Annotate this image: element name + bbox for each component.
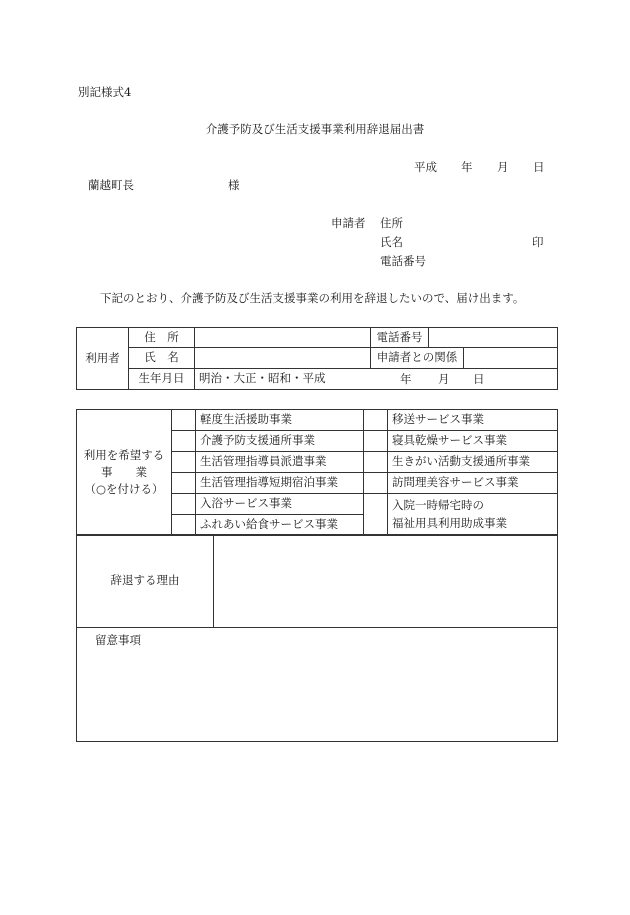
- service-right-5-line1: 入院一時帰宅時の: [392, 497, 484, 512]
- statement-text: 下記のとおり、介護予防及び生活支援事業の利用を辞退したいので、届け出ます。: [100, 291, 525, 305]
- birth-month-label: 月: [438, 371, 450, 386]
- phone-label: 電話番号: [371, 328, 429, 348]
- service-right-5-line2: 福祉用具利用助成事業: [392, 515, 507, 530]
- seal-mark: 印: [532, 235, 544, 249]
- service-right-2: 寝具乾燥サービス事業: [388, 431, 558, 452]
- date-year-label: 年: [461, 160, 473, 174]
- services-label-line1: 利用を希望する: [83, 447, 165, 462]
- date-day-label: 日: [533, 160, 545, 174]
- service-check-right-1[interactable]: [364, 410, 388, 431]
- applicant-phone-label: 電話番号: [380, 254, 426, 268]
- service-left-1: 軽度生活援助事業: [196, 410, 364, 431]
- service-check-right-3[interactable]: [364, 452, 388, 473]
- service-left-3: 生活管理指導員派遣事業: [196, 452, 364, 473]
- birth-year-label: 年: [400, 371, 412, 386]
- service-check-left-5[interactable]: [172, 494, 196, 515]
- applicant-address-label: 住所: [380, 216, 403, 230]
- service-left-4: 生活管理指導短期宿泊事業: [196, 473, 364, 494]
- date-month-label: 月: [497, 160, 509, 174]
- era-options: 明治・大正・昭和・平成: [199, 371, 326, 386]
- service-left-2: 介護予防支援通所事業: [196, 431, 364, 452]
- birth-day-label: 日: [473, 371, 485, 386]
- services-table: [76, 409, 558, 536]
- user-group-label: 利用者: [77, 328, 129, 390]
- notes-area[interactable]: [77, 628, 558, 742]
- service-left-5: 入浴サービス事業: [196, 494, 364, 515]
- reason-label: 辞退する理由: [77, 535, 214, 628]
- addressee-honorific: 様: [228, 178, 240, 192]
- services-label: [77, 410, 172, 536]
- applicant-name-label: 氏名: [380, 235, 403, 249]
- addressee-name: 蘭越町長: [88, 178, 134, 192]
- service-check-right-2[interactable]: [364, 431, 388, 452]
- applicant-label: 申請者: [331, 216, 366, 230]
- service-right-5: [388, 494, 558, 536]
- birth-label: 生年月日: [129, 368, 195, 389]
- service-check-left-2[interactable]: [172, 431, 196, 452]
- service-check-left-4[interactable]: [172, 473, 196, 494]
- address-value[interactable]: [195, 328, 371, 348]
- services-label-line3: （○を付ける）: [84, 482, 164, 497]
- relation-label: 申請者との関係: [371, 348, 464, 368]
- reason-notes-table: [76, 534, 558, 742]
- service-right-3: 生きがい活動支援通所事業: [388, 452, 558, 473]
- page-title: 介護予防及び生活支援事業利用辞退届出書: [205, 122, 425, 136]
- relation-value[interactable]: [464, 348, 558, 368]
- service-check-left-6[interactable]: [172, 515, 196, 536]
- date-era: 平成: [414, 160, 437, 174]
- phone-value[interactable]: [429, 328, 558, 348]
- form-number: 別記様式4: [78, 85, 132, 99]
- services-label-line2: 事 業: [101, 464, 147, 479]
- notes-label: 留意事項: [95, 633, 141, 647]
- address-label: 住 所: [129, 328, 195, 348]
- name-label: 氏 名: [129, 348, 195, 368]
- reason-value[interactable]: [214, 535, 558, 628]
- birth-value[interactable]: [195, 368, 558, 389]
- service-right-1: 移送サービス事業: [388, 410, 558, 431]
- service-check-right-5[interactable]: [364, 494, 388, 536]
- service-check-right-4[interactable]: [364, 473, 388, 494]
- service-right-4: 訪問理美容サービス事業: [388, 473, 558, 494]
- service-check-left-1[interactable]: [172, 410, 196, 431]
- service-check-left-3[interactable]: [172, 452, 196, 473]
- service-left-6: ふれあい給食サービス事業: [196, 515, 364, 536]
- name-value[interactable]: [195, 348, 371, 368]
- user-info-table: [76, 327, 558, 390]
